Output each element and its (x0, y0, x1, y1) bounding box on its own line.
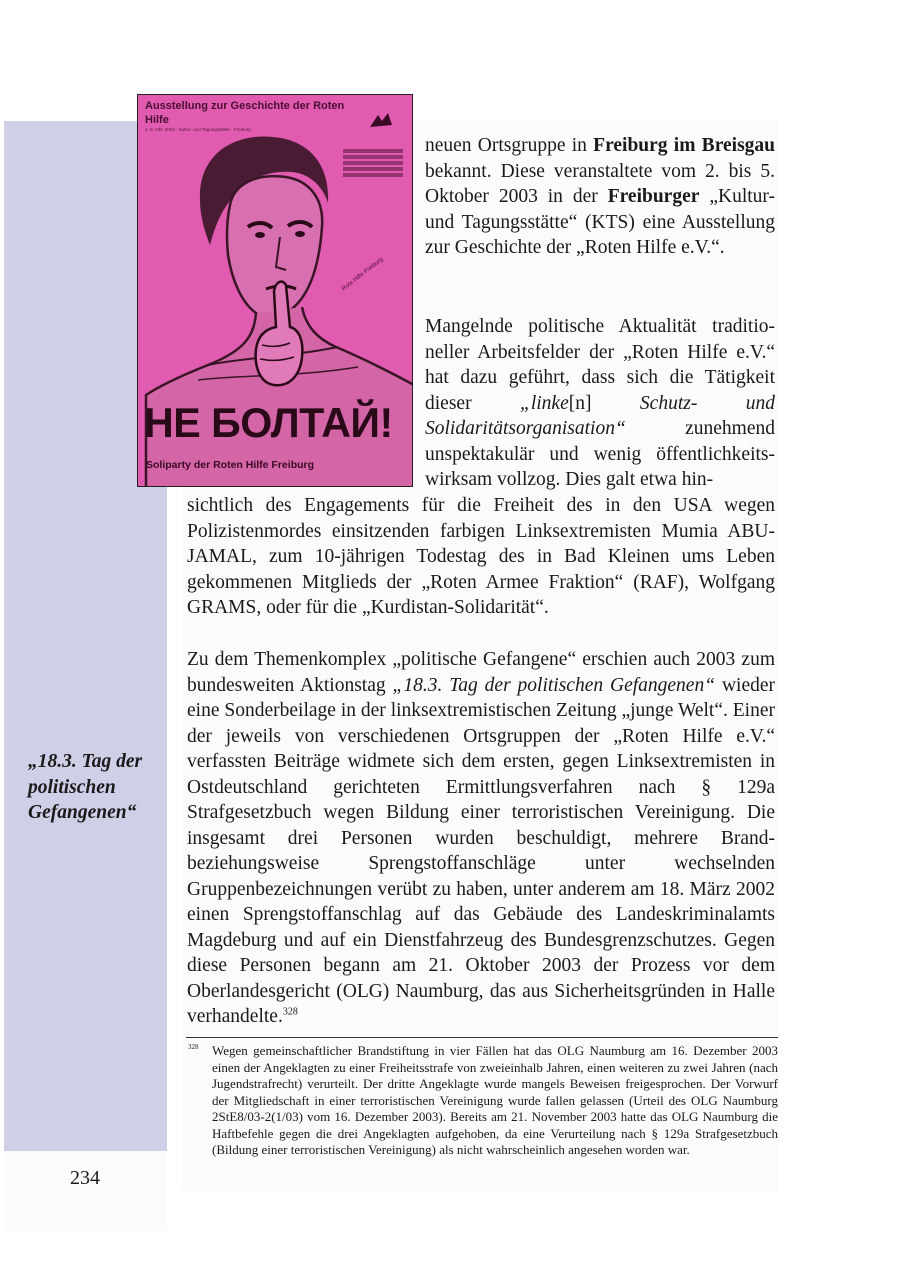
paragraph-1-text-c: „Kultur- und Tagungsstätte“ (KTS) eine Ausstellung zur Geschichte der „Roten Hilfe e.V.“. (425, 186, 776, 258)
paragraph-2-italic-a: „linke (520, 392, 569, 414)
poster-logo-icon (370, 113, 392, 127)
paragraph-3-text-b: wieder eine Sonderbeilage in der linksextremistischen Zeitung „junge Welt“. Einer der jeweils von verschiedenen Ortsgruppen der „Roten Hilfe e.V.“ verfassten Beiträge widmete sich dem ersten, gegen Linksextremisten in Ostdeutschland gerichteten Ermittlungsverfahren nach § 129a Strafgesetzbuch wegen Bildung einer terroristischen Vereinigung. Die insgesamt drei Personen wurden beschuldigt, mehrere Brand- beziehungsweise Sprengstoffanschläge unter wechselnden Gruppenbezeichnungen verübt zu haben, unter anderem am 18. März 2002 einen Sprengstoffanschlag auf das Gebäude des Landeskriminalamts Magdeburg und auf ein Dienstfahrzeug des Bundesgrenzschutzes. Gegen diese Personen begann am 21. Oktober 2003 der Prozess vor dem Oberlandesgericht (OLG) Naumburg, das aus Sicherheitsgründen in Halle verhandelte. (187, 674, 775, 1027)
poster-title: Ausstellung zur Geschichte der Roten Hilfe (145, 100, 345, 126)
poster-bottom-text: Soliparty der Roten Hilfe Freiburg (146, 459, 315, 471)
footnote-number: 328 (188, 1043, 199, 1051)
poster-image (137, 94, 413, 487)
page-number: 234 (70, 1167, 100, 1189)
footnote-reference[interactable]: 328 (282, 1006, 298, 1018)
paragraph-1-text-b: bekannt. Diese veranstaltete vom 2. bis 5. Oktober 2003 in der (425, 160, 775, 207)
margin-note: „18.3. Tag der politischen Gefangenen“ (28, 751, 143, 823)
paragraph-1-bold-a: Freiburg im Breisgau (593, 135, 775, 156)
paragraph-2-text-a: Mangelnde politische Aktualität traditioneller Arbeitsfelder der „Roten Hilfe e.V.“ hat dazu geführt, dass sich die Tätigkeit dieser (425, 316, 775, 414)
paragraph-2-italic-b: Schutz- und Solidaritätsorganisation“ (425, 392, 776, 439)
paragraph-2-continued (187, 493, 775, 621)
poster-diagonal-text: Rote Hilfe Freiburg (341, 256, 385, 293)
paragraph-1-text-a: neuen Ortsgruppe in (425, 135, 594, 156)
margin-sidebar-footer (4, 1151, 167, 1231)
poster-dates (343, 147, 403, 179)
paragraph-2-text-c: zunehmend unspektakulär und wenig öffentlichkeitswirksam vollzog. Dies galt etwa hin- (425, 418, 775, 490)
poster-headline: НЕ БОЛТАЙ! (144, 399, 393, 446)
paragraph-2-continued-text: sichtlich des Engagements für die Freiheit des in den USA wegen Polizistenmordes einsitzenden farbigen Linksextremisten Mumia ABU-JAMAL, zum 10-jährigen Todestag des in Bad Kleinen ums Leben gekommenen Mitglieds der „Roten Armee Fraktion“ (RAF), Wolfgang GRAMS, oder für die „Kurdistan-Solidarität“. (187, 495, 775, 618)
poster-date-line (343, 167, 403, 171)
footnote-divider (186, 1037, 778, 1038)
poster-date-line (343, 173, 403, 177)
paragraph-1 (425, 133, 775, 261)
poster-subtitle: 2.-5. Okt. 2003 · Kultur- und Tagungsstätte · Freiburg (145, 127, 251, 132)
paragraph-2-text-b: [n] (568, 392, 640, 414)
paragraph-3-italic: „18.3. Tag der politischen Gefangenen“ (392, 674, 716, 696)
paragraph-1-bold-b: Freiburger (607, 186, 700, 207)
paragraph-3 (187, 647, 775, 1030)
poster-date-line (343, 161, 403, 165)
paragraph-3-text-a: Zu dem Themenkomplex „politische Gefangene“ erschien auch 2003 zum bundesweiten Aktionstag (187, 649, 775, 696)
footnote-text: Wegen gemeinschaftlicher Brandstiftung in vier Fällen hat das OLG Naumburg am 16. Dezember 2003 einen der Angeklagten zu einer Freiheitsstrafe von zweieinhalb Jahren, einen weiteren zu zwei Jahren (nach Jugendstrafrecht) verurteilt. Der dritte Angeklagte wurde mangels Beweisen freigesprochen. Der Vorwurf der Mitgliedschaft in einer terroristischen Vereinigung wurde fallen gelassen (Urteil des OLG Naumburg 2StE8/03-2(1/03) vom 16. Dezember 2003). Bereits am 21. November 2003 hatte das OLG Naumburg die Haftbefehle gegen die drei Angeklagten aufgehoben, da eine Verurteilung nach § 129a Strafgesetzbuch (Bildung einer terroristischen Vereinigung) als nicht wahrscheinlich angesehen worden war. (212, 1043, 778, 1157)
poster-date-line (343, 149, 403, 153)
paragraph-2 (425, 314, 775, 493)
poster-date-line (343, 155, 403, 159)
